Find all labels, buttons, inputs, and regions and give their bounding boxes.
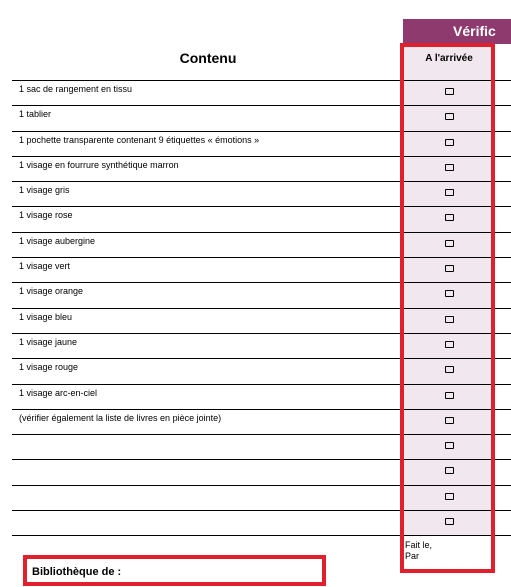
arrivee-column-highlight bbox=[400, 43, 495, 573]
fait-le-label: Fait le, bbox=[405, 540, 433, 550]
item-label: 1 visage rouge bbox=[19, 362, 79, 373]
item-label: 1 visage en fourrure synthétique marron bbox=[19, 159, 179, 170]
item-label: 1 visage rose bbox=[19, 210, 73, 221]
item-label: 1 sac de rangement en tissu bbox=[19, 84, 133, 94]
item-label: 1 tablier bbox=[19, 109, 52, 120]
bibliotheque-label: Bibliothèque de : bbox=[32, 566, 122, 578]
item-label: 1 visage bleu bbox=[19, 311, 73, 322]
verification-header: Vérific bbox=[403, 19, 511, 44]
contenu-title: Contenu bbox=[179, 50, 237, 66]
item-label: 1 visage arc-en-ciel bbox=[19, 387, 98, 398]
item-label: 1 visage vert bbox=[19, 261, 71, 272]
item-label: 1 visage orange bbox=[19, 286, 84, 297]
item-label: 1 visage gris bbox=[19, 185, 70, 196]
par-label: Par bbox=[405, 551, 420, 561]
item-label: 1 visage aubergine bbox=[19, 235, 96, 246]
item-label: 1 pochette transparente contenant 9 étiquettes « émotions » bbox=[19, 134, 260, 145]
arrivee-column-header: A l'arrivée bbox=[403, 44, 495, 80]
item-label: 1 visage jaune bbox=[19, 336, 78, 347]
item-label: (vérifier également la liste de livres en pièce jointe) bbox=[19, 412, 222, 423]
